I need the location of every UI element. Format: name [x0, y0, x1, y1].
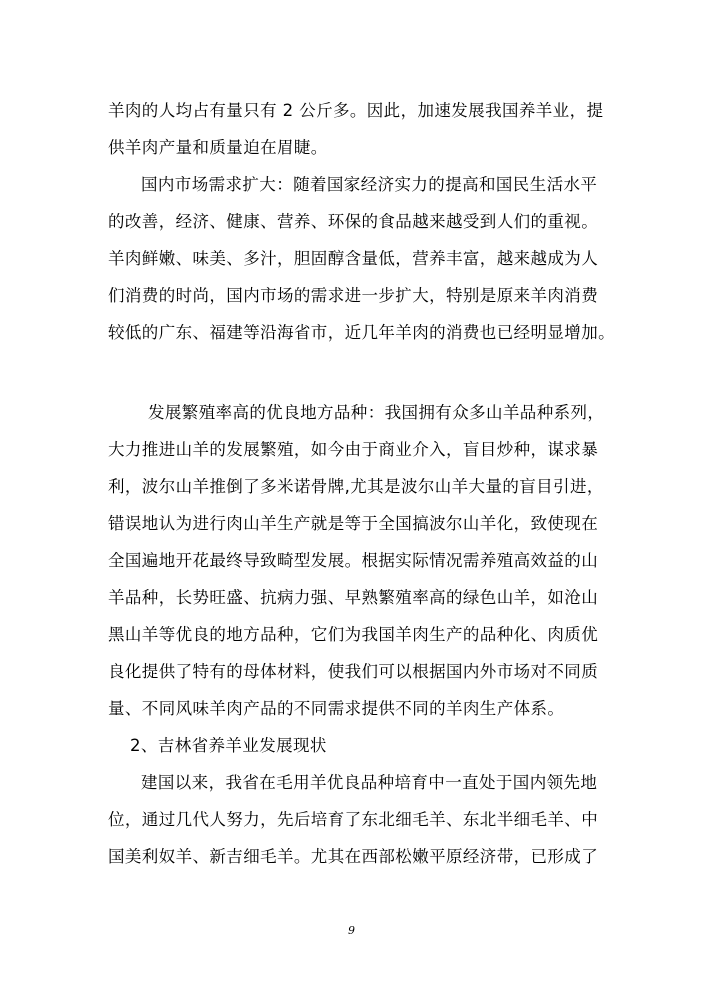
text-line: 的改善，经济、健康、营养、环保的食品越来越受到人们的重视。: [108, 212, 599, 231]
text-line: 位，通过几代人努力，先后培育了东北细毛羊、东北半细毛羊、中: [108, 810, 599, 829]
text-line: 黑山羊等优良的地方品种，它们为我国羊肉生产的品种化、肉质优: [108, 625, 599, 644]
text-line: 们消费的时尚，国内市场的需求进一步扩大，特别是原来羊肉消费: [108, 286, 599, 305]
text-line: 羊肉鲜嫩、味美、多汁，胆固醇含量低，营养丰富，越来越成为人: [108, 249, 599, 268]
text-line: 发展繁殖率高的优良地方品种：我国拥有众多山羊品种系列，: [148, 403, 605, 422]
text-line: 较低的广东、福建等沿海省市，近几年羊肉的消费也已经明显增加。: [108, 323, 615, 342]
text-line: 建国以来，我省在毛用羊优良品种培育中一直处于国内领先地: [141, 773, 598, 792]
text-line: 利，波尔山羊推倒了多米诺骨牌,尤其是波尔山羊大量的盲目引进，: [108, 477, 604, 496]
text-line: 全国遍地开花最终导致畸型发展。根据实际情况需养殖高效益的山: [108, 551, 599, 570]
text-line: 供羊肉产量和质量迫在眉睫。: [108, 138, 328, 157]
text-line: 大力推进山羊的发展繁殖，如今由于商业介入，盲目炒种，谋求暴: [108, 440, 599, 459]
page-number: 9: [348, 924, 355, 937]
text-line: 羊肉的人均占有量只有 2 公斤多。因此，加速发展我国养羊业，提: [108, 101, 604, 120]
text-line: 错误地认为进行肉山羊生产就是等于全国搞波尔山羊化，致使现在: [108, 514, 599, 533]
text-line: 量、不同风味羊肉产品的不同需求提供不同的羊肉生产体系。: [108, 699, 565, 718]
section-heading: 2、吉林省养羊业发展现状: [130, 736, 327, 755]
text-line: 国内市场需求扩大：随着国家经济实力的提高和国民生活水平: [141, 175, 598, 194]
text-line: 良化提供了特有的母体材料，使我们可以根据国内外市场对不同质: [108, 662, 599, 681]
text-line: 国美利奴羊、新吉细毛羊。尤其在西部松嫩平原经济带，已形成了: [108, 847, 599, 866]
text-line: 羊品种，长势旺盛、抗病力强、早熟繁殖率高的绿色山羊，如沧山: [108, 588, 599, 607]
